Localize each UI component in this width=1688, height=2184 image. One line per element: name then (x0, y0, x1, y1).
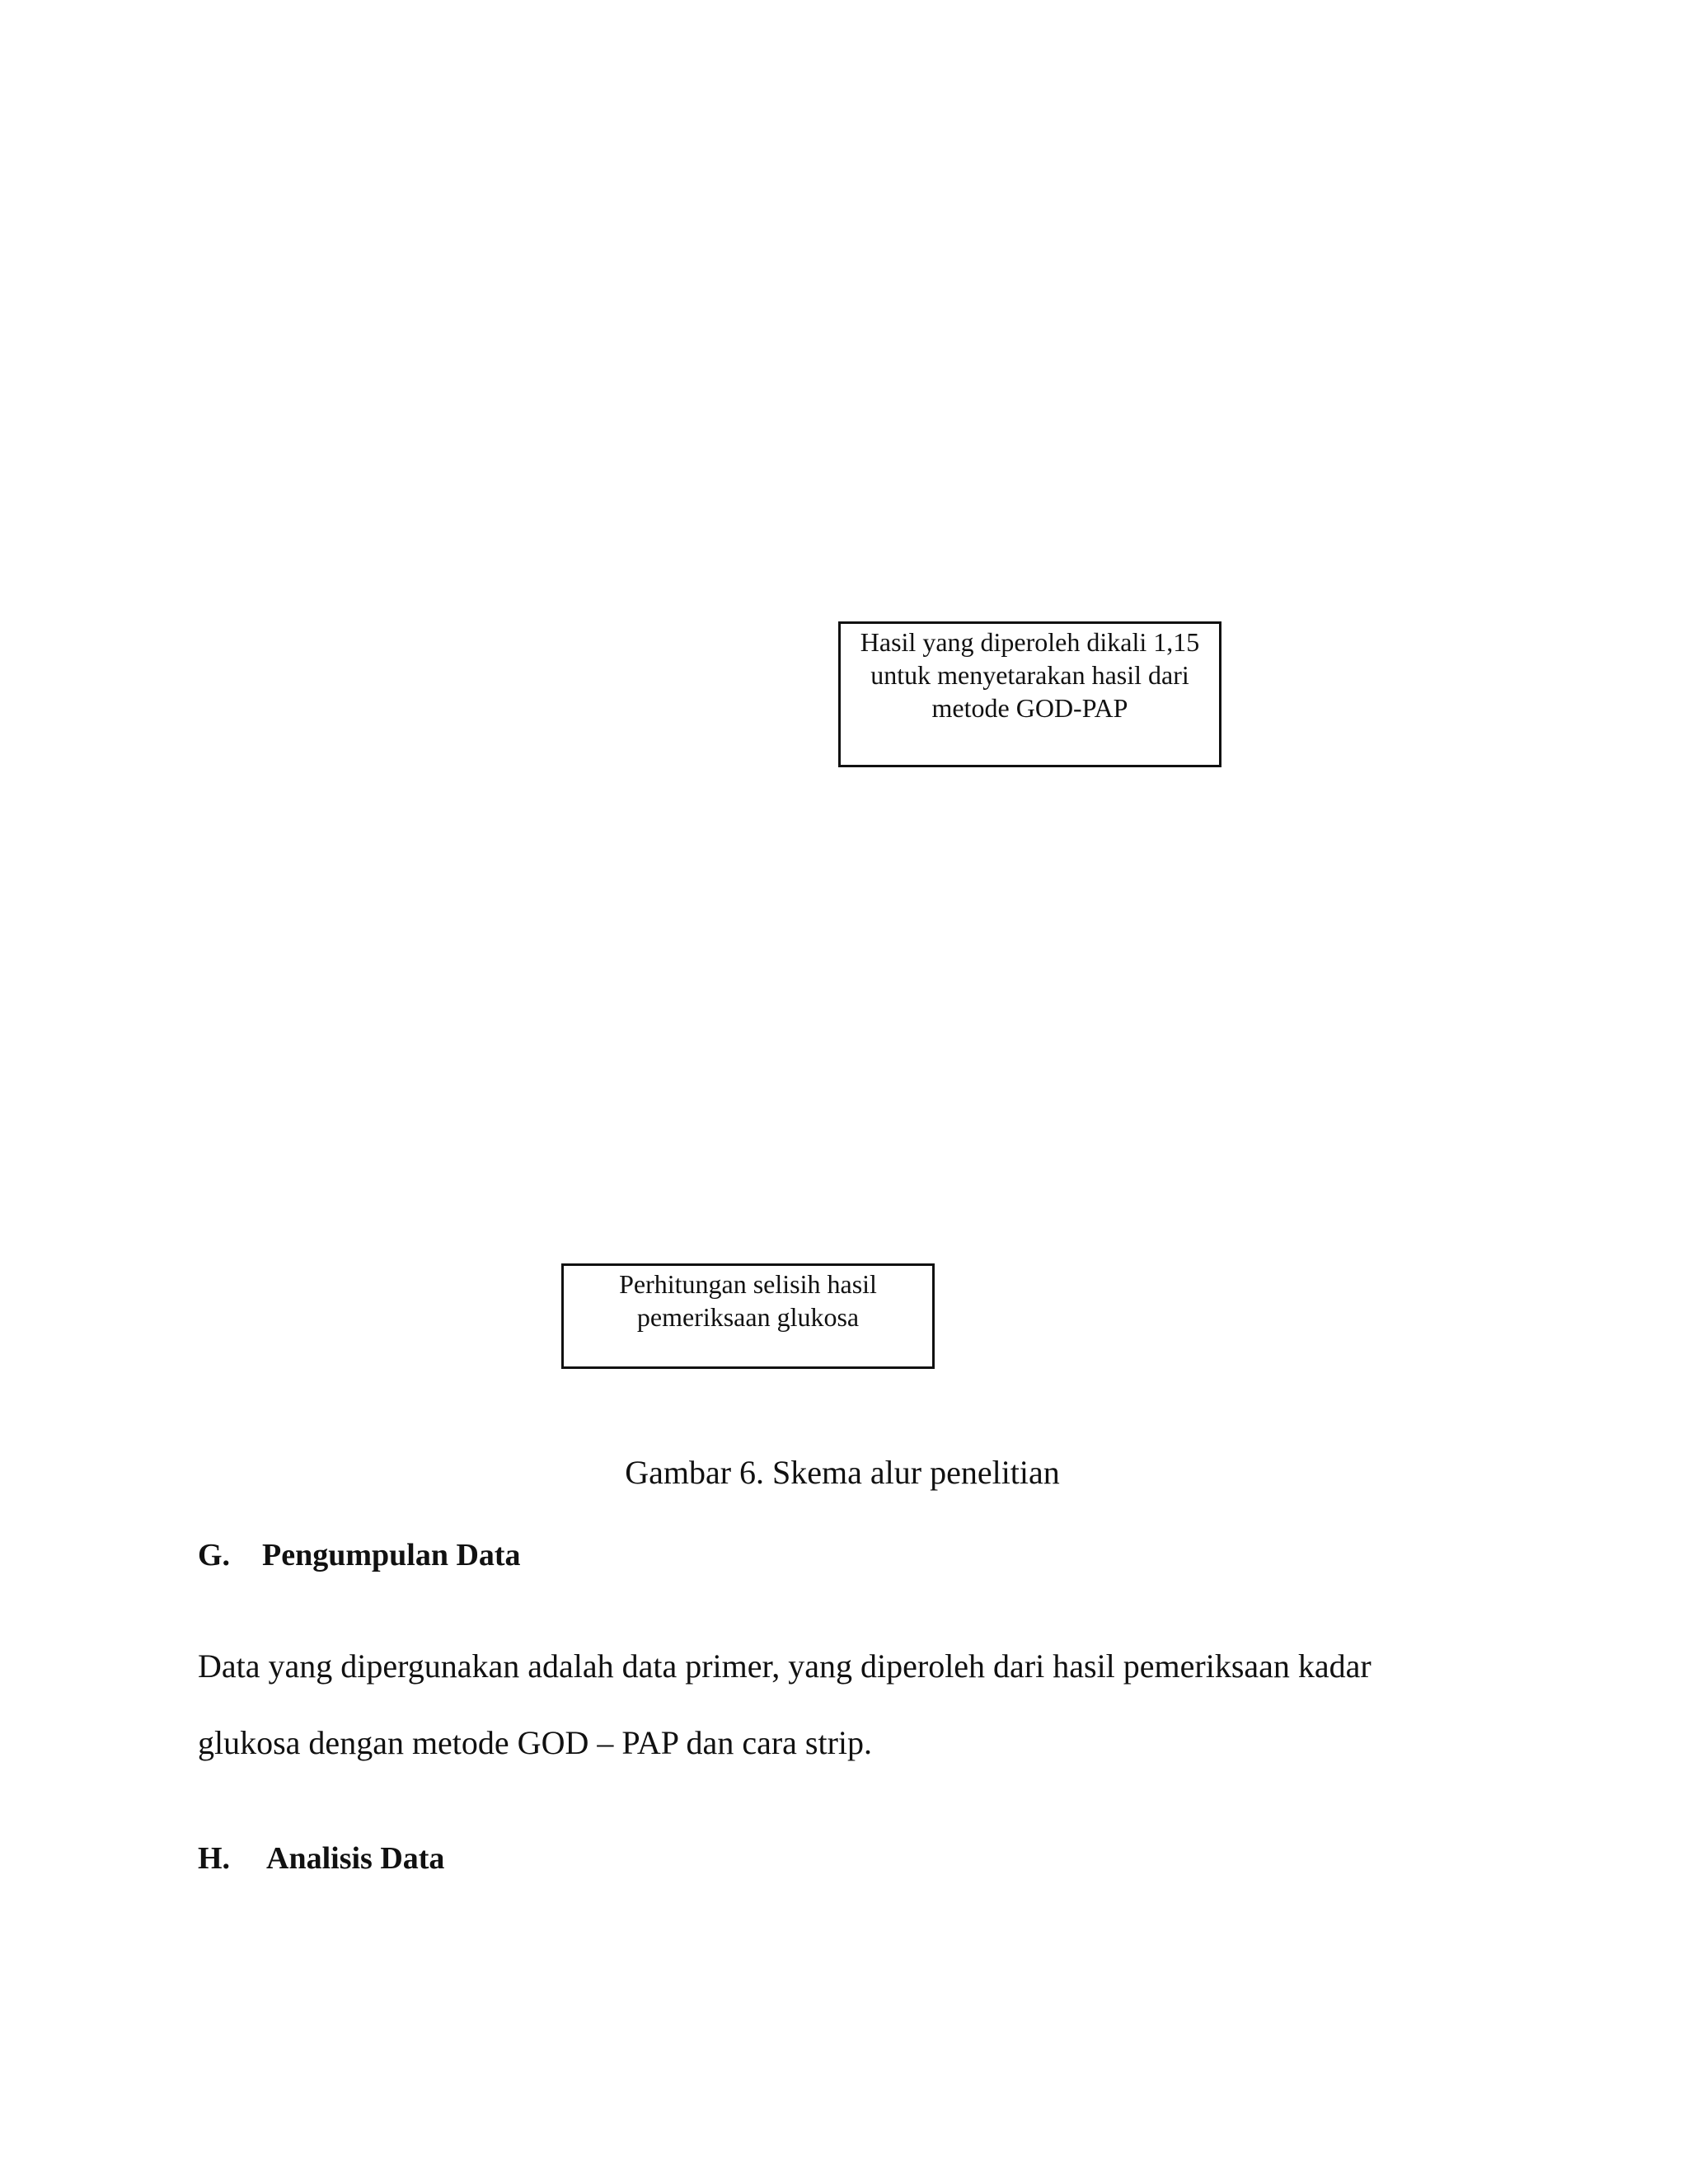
section-letter: G. (198, 1538, 231, 1572)
section-heading-g (198, 1536, 521, 1574)
section-title: Pengumpulan Data (262, 1538, 521, 1572)
flowchart-box-result-adjustment (838, 621, 1221, 767)
figure-caption-text: Gambar 6. Skema alur penelitian (625, 1454, 1060, 1491)
section-letter: H. (198, 1841, 231, 1876)
paragraph-line: Data yang dipergunakan adalah data primer, yang diperoleh dari hasil pemeriksaan kadar (198, 1647, 1372, 1685)
box-text-line: pemeriksaan glukosa (636, 1302, 860, 1332)
section-heading-h (198, 1840, 444, 1877)
figure-caption (0, 1453, 1688, 1493)
paragraph-line: glukosa dengan metode GOD – PAP dan cara strip. (198, 1724, 873, 1761)
box-text-line: Hasil yang diperoleh dikali 1,15 (860, 627, 1200, 657)
flowchart-box-difference-calculation (561, 1263, 935, 1369)
box-text-line: Perhitungan selisih hasil (619, 1269, 877, 1299)
box-text-line: untuk menyetarakan hasil dari (870, 660, 1189, 690)
section-title: Analisis Data (266, 1841, 445, 1876)
box-text-line: metode GOD-PAP (931, 693, 1128, 723)
